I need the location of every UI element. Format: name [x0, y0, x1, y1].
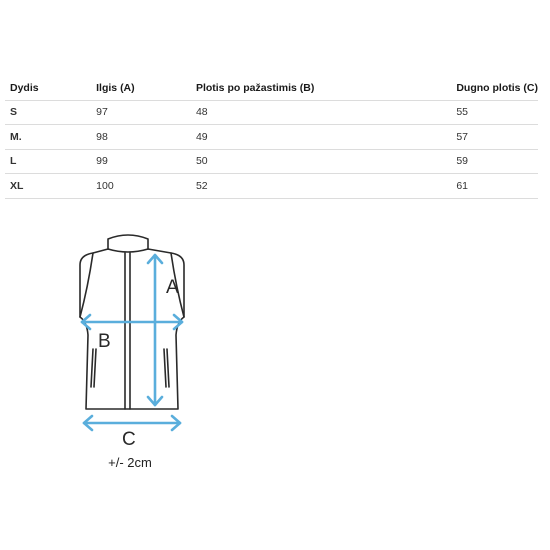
header-bottom-width: Dugno plotis (C)	[451, 76, 538, 100]
cell-length: 98	[91, 125, 191, 150]
header-size: Dydis	[5, 76, 91, 100]
cell-bottom-width: 55	[451, 100, 538, 125]
cell-length: 100	[91, 174, 191, 199]
header-length: Ilgis (A)	[91, 76, 191, 100]
vest-measurement-diagram	[60, 225, 210, 470]
cell-size: M.	[5, 125, 91, 150]
label-c: C	[122, 429, 136, 450]
cell-length: 99	[91, 149, 191, 174]
table-row	[5, 174, 538, 199]
size-table	[5, 76, 538, 199]
label-b: B	[98, 331, 111, 352]
cell-size: L	[5, 149, 91, 174]
cell-bottom-width: 61	[451, 174, 538, 199]
table-header-row	[5, 76, 538, 100]
cell-chest-width: 48	[191, 100, 451, 125]
cell-chest-width: 50	[191, 149, 451, 174]
tolerance-note: +/- 2cm	[108, 455, 152, 470]
cell-chest-width: 52	[191, 174, 451, 199]
cell-chest-width: 49	[191, 125, 451, 150]
cell-bottom-width: 57	[451, 125, 538, 150]
cell-length: 97	[91, 100, 191, 125]
cell-size: XL	[5, 174, 91, 199]
cell-bottom-width: 59	[451, 149, 538, 174]
table-row	[5, 125, 538, 150]
label-a: A	[166, 277, 179, 298]
table-row	[5, 100, 538, 125]
header-chest-width: Plotis po pažastimis (B)	[191, 76, 451, 100]
table-row	[5, 149, 538, 174]
vest-illustration	[60, 225, 210, 455]
cell-size: S	[5, 100, 91, 125]
